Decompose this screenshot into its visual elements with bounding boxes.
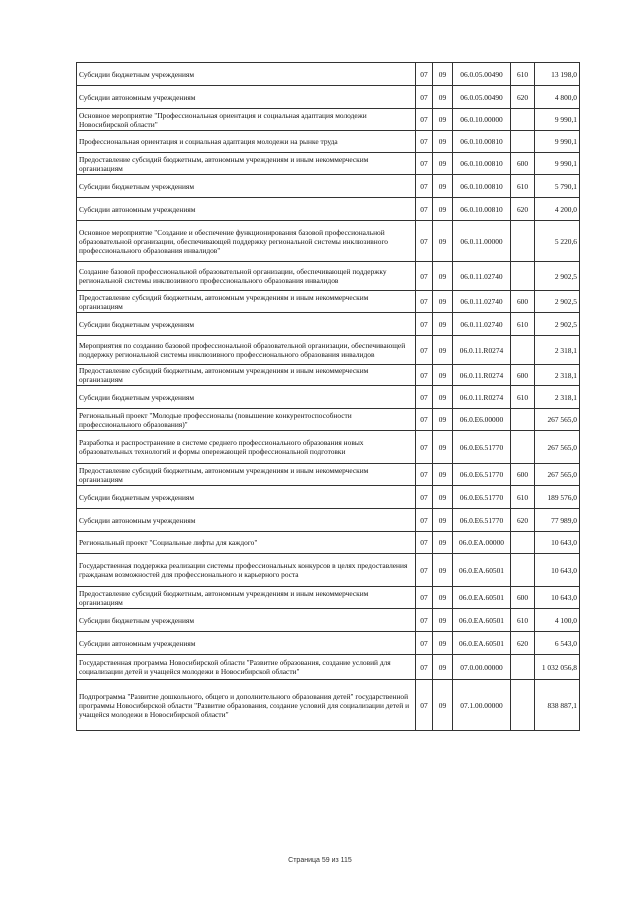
row-section: 07 (416, 655, 433, 680)
row-expense-type: 610 (511, 63, 535, 86)
row-name: Государственная программа Новосибирской области "Развитие образования, создание условий для социализации детей и учащейся молодежи в Новосибирской области" (77, 655, 416, 680)
row-subsection: 09 (433, 175, 453, 198)
row-subsection: 09 (433, 486, 453, 509)
row-name: Субсидии бюджетным учреждениям (77, 486, 416, 509)
row-expense-type: 610 (511, 609, 535, 632)
row-subsection: 09 (433, 86, 453, 109)
row-subsection: 09 (433, 655, 453, 680)
row-target-code: 06.0.EA.00000 (453, 532, 511, 554)
row-subsection: 09 (433, 131, 453, 153)
row-section: 07 (416, 554, 433, 587)
row-name: Субсидии бюджетным учреждениям (77, 313, 416, 336)
row-section: 07 (416, 609, 433, 632)
row-expense-type (511, 554, 535, 587)
row-subsection: 09 (433, 632, 453, 655)
row-name: Региональный проект "Социальные лифты для каждого" (77, 532, 416, 554)
row-target-code: 06.0.10.00810 (453, 153, 511, 175)
row-expense-type: 610 (511, 386, 535, 409)
row-subsection: 09 (433, 386, 453, 409)
row-subsection: 09 (433, 365, 453, 386)
row-section: 07 (416, 221, 433, 262)
row-subsection: 09 (433, 109, 453, 131)
row-name: Субсидии автономным учреждениям (77, 632, 416, 655)
row-name: Региональный проект "Молодые профессионалы (повышение конкурентоспособности профессионального образования)" (77, 409, 416, 431)
budget-table (76, 62, 580, 731)
row-amount: 2 902,5 (535, 262, 580, 291)
row-name: Субсидии бюджетным учреждениям (77, 175, 416, 198)
row-name: Субсидии бюджетным учреждениям (77, 63, 416, 86)
row-expense-type (511, 262, 535, 291)
row-name: Предоставление субсидий бюджетным, автономным учреждениям и иным некоммерческим организациям (77, 587, 416, 609)
row-subsection: 09 (433, 313, 453, 336)
row-target-code: 07.1.00.00000 (453, 680, 511, 731)
table-row (77, 609, 580, 632)
row-name: Предоставление субсидий бюджетным, автономным учреждениям и иным некоммерческим организациям (77, 365, 416, 386)
row-section: 07 (416, 486, 433, 509)
row-name: Субсидии автономным учреждениям (77, 509, 416, 532)
row-amount: 267 565,0 (535, 431, 580, 464)
row-subsection: 09 (433, 198, 453, 221)
row-target-code: 06.0.11.R0274 (453, 386, 511, 409)
row-amount: 77 989,0 (535, 509, 580, 532)
row-expense-type: 620 (511, 509, 535, 532)
table-row (77, 532, 580, 554)
row-amount: 5 790,1 (535, 175, 580, 198)
row-section: 07 (416, 680, 433, 731)
row-subsection: 09 (433, 409, 453, 431)
table-row (77, 655, 580, 680)
row-name: Предоставление субсидий бюджетным, автономным учреждениям и иным некоммерческим организациям (77, 291, 416, 313)
row-amount: 4 100,0 (535, 609, 580, 632)
table-row (77, 431, 580, 464)
row-expense-type: 620 (511, 632, 535, 655)
row-section: 07 (416, 365, 433, 386)
table-row (77, 291, 580, 313)
row-amount: 4 200,0 (535, 198, 580, 221)
row-target-code: 06.0.E6.51770 (453, 509, 511, 532)
table-row (77, 386, 580, 409)
row-expense-type (511, 655, 535, 680)
table-row (77, 131, 580, 153)
row-expense-type: 610 (511, 313, 535, 336)
row-expense-type (511, 131, 535, 153)
row-name: Субсидии автономным учреждениям (77, 86, 416, 109)
table-row (77, 409, 580, 431)
table-row (77, 153, 580, 175)
table-row (77, 365, 580, 386)
row-name: Предоставление субсидий бюджетным, автономным учреждениям и иным некоммерческим организациям (77, 153, 416, 175)
table-row (77, 336, 580, 365)
row-amount: 9 990,1 (535, 153, 580, 175)
row-subsection: 09 (433, 336, 453, 365)
row-section: 07 (416, 262, 433, 291)
row-target-code: 06.0.10.00810 (453, 131, 511, 153)
row-target-code: 06.0.E6.51770 (453, 464, 511, 486)
table-row (77, 554, 580, 587)
row-target-code: 07.0.00.00000 (453, 655, 511, 680)
row-subsection: 09 (433, 63, 453, 86)
row-expense-type: 620 (511, 86, 535, 109)
row-expense-type: 600 (511, 153, 535, 175)
row-subsection: 09 (433, 532, 453, 554)
row-amount: 4 800,0 (535, 86, 580, 109)
row-expense-type: 600 (511, 291, 535, 313)
row-subsection: 09 (433, 609, 453, 632)
row-name: Мероприятия по созданию базовой профессиональной образовательной организации, обеспечивающей поддержку региональной системы инклюзивного профессионального образования инвалидов (77, 336, 416, 365)
row-expense-type (511, 221, 535, 262)
table-row (77, 587, 580, 609)
row-amount: 189 576,0 (535, 486, 580, 509)
row-target-code: 06.0.10.00810 (453, 198, 511, 221)
row-section: 07 (416, 63, 433, 86)
row-expense-type (511, 431, 535, 464)
row-section: 07 (416, 336, 433, 365)
row-expense-type (511, 409, 535, 431)
row-expense-type: 610 (511, 486, 535, 509)
row-section: 07 (416, 587, 433, 609)
row-section: 07 (416, 86, 433, 109)
row-amount: 267 565,0 (535, 409, 580, 431)
row-section: 07 (416, 409, 433, 431)
row-name: Основное мероприятие "Профессиональная ориентация и социальная адаптация молодежи Новосибирской области" (77, 109, 416, 131)
row-section: 07 (416, 109, 433, 131)
row-target-code: 06.0.05.00490 (453, 86, 511, 109)
row-expense-type (511, 336, 535, 365)
table-row (77, 175, 580, 198)
row-target-code: 06.0.11.R0274 (453, 336, 511, 365)
table-row (77, 109, 580, 131)
row-section: 07 (416, 153, 433, 175)
table-row (77, 313, 580, 336)
row-expense-type: 600 (511, 464, 535, 486)
row-subsection: 09 (433, 431, 453, 464)
row-target-code: 06.0.10.00000 (453, 109, 511, 131)
row-amount: 2 318,1 (535, 365, 580, 386)
row-target-code: 06.0.E6.51770 (453, 486, 511, 509)
table-row (77, 464, 580, 486)
row-name: Подпрограмма "Развитие дошкольного, общего и дополнительного образования детей" государственной программы Новосибирской области "Развитие образования, создание условий для социализации детей и учащейся молодежи в Новосибирской области" (77, 680, 416, 731)
row-name: Субсидии бюджетным учреждениям (77, 386, 416, 409)
row-amount: 1 032 056,8 (535, 655, 580, 680)
row-target-code: 06.0.11.00000 (453, 221, 511, 262)
row-section: 07 (416, 386, 433, 409)
row-section: 07 (416, 198, 433, 221)
row-name: Основное мероприятие "Создание и обеспечение функционирования базовой профессиональной образовательной организации, обеспечивающей поддержку региональной системы инклюзивного профессионального образования инвалидов" (77, 221, 416, 262)
row-section: 07 (416, 175, 433, 198)
row-section: 07 (416, 464, 433, 486)
row-amount: 838 887,1 (535, 680, 580, 731)
table-row (77, 63, 580, 86)
row-target-code: 06.0.10.00810 (453, 175, 511, 198)
row-name: Создание базовой профессиональной образовательной организации, обеспечивающей поддержку региональной системы инклюзивного профессионального образования инвалидов (77, 262, 416, 291)
row-name: Профессиональная ориентация и социальная адаптация молодежи на рынке труда (77, 131, 416, 153)
row-target-code: 06.0.E6.00000 (453, 409, 511, 431)
row-amount: 2 902,5 (535, 313, 580, 336)
row-section: 07 (416, 131, 433, 153)
row-name: Субсидии автономным учреждениям (77, 198, 416, 221)
row-amount: 10 643,0 (535, 554, 580, 587)
row-section: 07 (416, 532, 433, 554)
table-row (77, 198, 580, 221)
row-expense-type: 600 (511, 587, 535, 609)
table-row (77, 486, 580, 509)
row-amount: 13 198,0 (535, 63, 580, 86)
row-target-code: 06.0.EA.60501 (453, 554, 511, 587)
table-row (77, 86, 580, 109)
table-row (77, 509, 580, 532)
row-subsection: 09 (433, 153, 453, 175)
budget-table-body (77, 63, 580, 731)
row-amount: 10 643,0 (535, 532, 580, 554)
row-target-code: 06.0.EA.60501 (453, 632, 511, 655)
row-section: 07 (416, 632, 433, 655)
row-section: 07 (416, 313, 433, 336)
row-expense-type (511, 680, 535, 731)
row-subsection: 09 (433, 587, 453, 609)
row-target-code: 06.0.11.02740 (453, 291, 511, 313)
row-name: Разработка и распространение в системе среднего профессионального образования новых образовательных технологий и формы опережающей профессиональной подготовки (77, 431, 416, 464)
row-target-code: 06.0.EA.60501 (453, 609, 511, 632)
row-subsection: 09 (433, 680, 453, 731)
row-amount: 267 565,0 (535, 464, 580, 486)
page-number: Страница 59 из 115 (288, 857, 352, 864)
row-subsection: 09 (433, 554, 453, 587)
row-subsection: 09 (433, 291, 453, 313)
row-target-code: 06.0.EA.60501 (453, 587, 511, 609)
row-subsection: 09 (433, 509, 453, 532)
row-expense-type: 600 (511, 365, 535, 386)
table-row (77, 221, 580, 262)
row-expense-type (511, 532, 535, 554)
row-target-code: 06.0.11.R0274 (453, 365, 511, 386)
row-amount: 9 990,1 (535, 109, 580, 131)
row-subsection: 09 (433, 221, 453, 262)
row-target-code: 06.0.11.02740 (453, 313, 511, 336)
row-expense-type: 610 (511, 175, 535, 198)
row-amount: 2 318,1 (535, 336, 580, 365)
row-amount: 9 990,1 (535, 131, 580, 153)
row-name: Государственная поддержка реализации системы профессиональных конкурсов в целях предоставления гражданам возможностей для профессионального и карьерного роста (77, 554, 416, 587)
row-target-code: 06.0.05.00490 (453, 63, 511, 86)
row-name: Субсидии бюджетным учреждениям (77, 609, 416, 632)
row-name: Предоставление субсидий бюджетным, автономным учреждениям и иным некоммерческим организациям (77, 464, 416, 486)
row-subsection: 09 (433, 464, 453, 486)
row-target-code: 06.0.11.02740 (453, 262, 511, 291)
row-section: 07 (416, 291, 433, 313)
row-amount: 6 543,0 (535, 632, 580, 655)
row-target-code: 06.0.E6.51770 (453, 431, 511, 464)
row-section: 07 (416, 509, 433, 532)
row-amount: 2 902,5 (535, 291, 580, 313)
row-expense-type (511, 109, 535, 131)
row-amount: 2 318,1 (535, 386, 580, 409)
row-section: 07 (416, 431, 433, 464)
row-subsection: 09 (433, 262, 453, 291)
table-row (77, 680, 580, 731)
row-expense-type: 620 (511, 198, 535, 221)
row-amount: 10 643,0 (535, 587, 580, 609)
table-row (77, 632, 580, 655)
table-row (77, 262, 580, 291)
row-amount: 5 220,6 (535, 221, 580, 262)
